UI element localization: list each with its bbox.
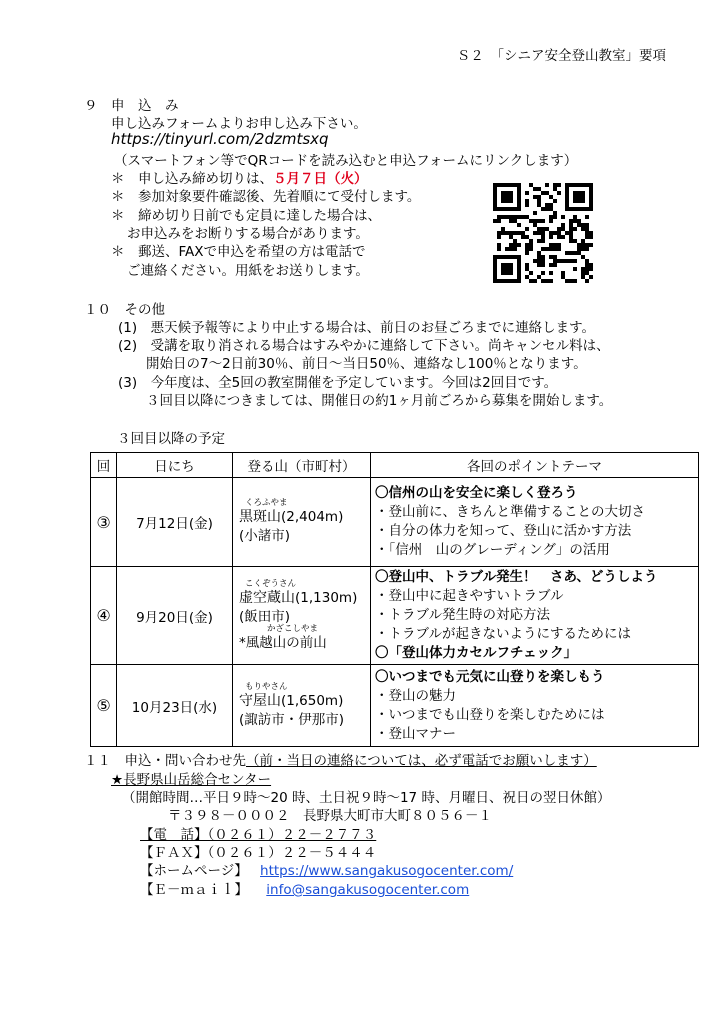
theme-cell [371,665,699,747]
round-mark: ⑤ [91,665,117,747]
theme-title: 〇いつまでも元気に山登りを楽しもう [375,668,605,685]
theme-point: ・自分の体力を知って、登山に活かす方法 [375,523,632,539]
opening-hours: （開館時間…平日９時～20 時、土日祝９時～17 時、月曜日、祝日の翌日休館） [122,790,611,806]
table-row [91,567,699,665]
deadline-prefix: ＊ 申し込み締め切りは、 [111,171,273,187]
mountain-furigana: もりやさん [245,681,288,692]
email-label: 【Ｅ－ｍａｉｌ】 [140,882,248,898]
mountain-name: 守屋山 [239,692,281,709]
deadline-line [111,167,368,187]
section-10-title: １０ その他 [84,302,165,318]
header-date: 日にち [117,453,233,478]
header-mountain: 登る山（市町村） [233,453,371,478]
mountain-city: (飯田市) [239,608,291,625]
note-mail-fax-1: ＊ 郵送、FAXで申込を希望の方は電話で [111,244,366,260]
homepage-link[interactable]: https://www.sangakusogocenter.com/ [260,863,514,879]
schedule-caption: ３回目以降の予定 [117,431,225,447]
apply-instruction: 申し込みフォームよりお申し込み下さい。 [111,116,367,132]
other-item-2-cont: 開始日の7～2日前30％、前日～当日50％、連絡なし100％となります。 [146,356,587,372]
theme-title: 〇信州の山を安全に楽しく登ろう [375,485,578,501]
mountain-altitude: (1,130m) [295,589,358,606]
postal-address: 〒３９８－０００２ 長野県大町市大町８０５６－１ [168,808,492,824]
deadline-date: ５月７日（火） [273,171,368,187]
document-header: Ｓ２ 「シニア安全登山教室」要項 [456,48,666,64]
qr-note: （スマートフォン等でQRコードを読み込むと申込フォームにリンクします） [114,153,578,169]
contact-title: １１ 申込・問い合わせ先 [84,753,246,769]
mountain-cell [233,665,371,747]
other-item-1: (1) 悪天候予報等により中止する場合は、前日のお昼ごろまでに連絡します。 [118,320,596,336]
organization-name: ★長野県山岳総合センター [111,772,272,788]
theme-point: ・登山マナー [375,725,456,742]
contact-phone[interactable]: 【電 話】（０２６１）２２－２７７３ [140,827,377,843]
other-item-2: (2) 受講を取り消される場合はすみやかに連絡して下さい。尚キャンセル料は、 [118,338,610,354]
theme-point: ・登山前に、きちんと準備することの大切さ [375,504,645,520]
homepage-line [140,859,513,879]
session-date: 10月23日(水) [117,665,233,747]
theme-cell [371,478,699,567]
apply-url[interactable]: https://tinyurl.com/2dzmtsxq [111,130,329,148]
schedule-header-row [91,453,699,478]
mountain-name: 虚空蔵山 [239,589,295,606]
theme-point: ・トラブルが起きないようにするためには [375,626,631,642]
theme-point: ・登山中に起きやすいトラブル [375,588,564,604]
note-mail-fax-2: ご連絡ください。用紙をお送りします。 [127,263,369,279]
mountain-name: 黒斑山 [239,509,281,525]
mountain-cell [233,567,371,665]
other-item-3-cont: ３回目以降につきましては、開催日の約1ヶ月前ごろから募集を開始します。 [146,393,613,409]
mountain-furigana: こくぞうさん [245,578,297,589]
mountain-cell [233,478,371,567]
theme-cell [371,567,699,665]
theme-point: ・トラブル発生時の対応方法 [375,607,550,623]
round-mark: ③ [91,478,117,567]
session-date: 7月12日(金) [117,478,233,567]
other-item-3: (3) 今年度は、全5回の教室開催を予定しています。今回は2回目です。 [118,375,558,391]
mountain-furigana: くろふやま [245,498,288,508]
table-row [91,478,699,567]
theme-point: ・「信州 山のグレーディング」の活用 [375,542,610,558]
schedule-table [90,452,699,747]
mountain-altitude: (1,650m) [281,692,344,709]
theme-subtitle: 〇「登山体力カセルフチェック」 [375,645,578,661]
phone-required-note: （前・当日の連絡については、必ず電話でお願いします） [246,753,597,769]
theme-point: ・いつまでも山登りを楽しむためには [375,706,605,723]
note-capacity-1: ＊ 締め切り日前でも定員に達した場合は、 [111,208,381,224]
header-theme: 各回のポイントテーマ [371,453,699,478]
mountain-city: (諏訪市・伊那市) [239,711,345,728]
table-row [91,665,699,747]
round-mark: ④ [91,567,117,665]
mountain-city: (小諸市) [239,528,291,544]
note-first-come: ＊ 参加対象要件確認後、先着順にて受付します。 [111,189,421,205]
section-9-title: ９ 申 込 み [84,98,179,114]
note-capacity-2: お申込みをお断りする場合があります。 [127,226,369,242]
mountain-altitude: (2,404m) [281,509,344,525]
extra-furigana: かざこしやま [267,623,319,634]
email-line [140,878,469,898]
homepage-label: 【ホームページ】 [140,863,248,879]
theme-title: 〇登山中、トラブル発生！ さあ、どうしよう [375,569,658,585]
contact-fax: 【ＦＡＸ】（０２６１）２２－５４４４ [140,845,377,861]
session-date: 9月20日(金) [117,567,233,665]
section-11-title [84,749,597,769]
mountain-extra-note: *風越山の前山 [239,634,327,651]
header-round: 回 [91,453,117,478]
qr-code-icon[interactable] [493,183,593,283]
email-link[interactable]: info@sangakusogocenter.com [266,882,470,898]
theme-point: ・登山の魅力 [375,687,456,704]
